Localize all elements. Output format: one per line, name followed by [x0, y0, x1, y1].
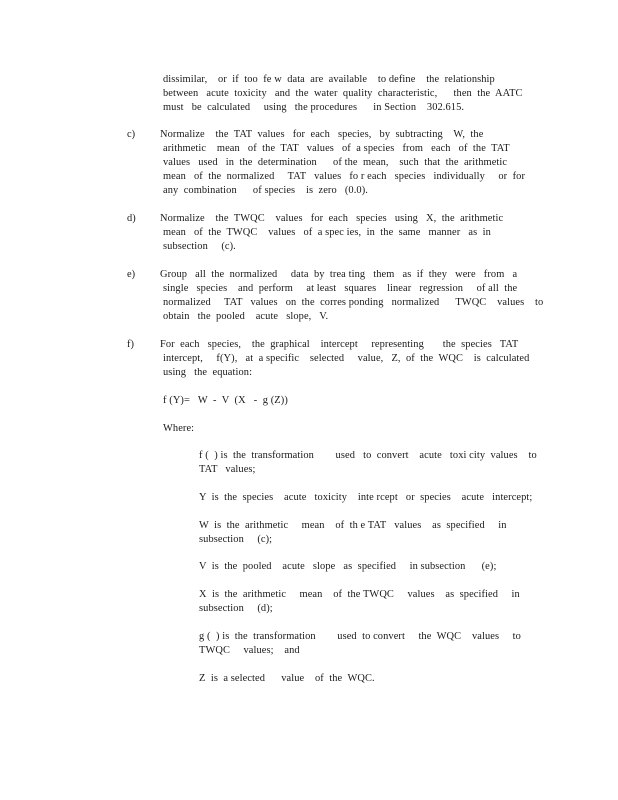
item-f-line: intercept, f(Y), at a specific selected value, Z, of the WQC is calculated — [163, 353, 530, 364]
item-f-line: using the equation: — [163, 367, 253, 378]
definition-line: Z is a selected value of the WQC. — [199, 673, 375, 684]
item-d-line: mean of the TWQC values of a spec ies, in the same manner as in — [163, 227, 491, 238]
item-d-line: subsection (c). — [163, 241, 236, 252]
item-e-line: normalized TAT values on the corres ponding normalized TWQC values to — [163, 297, 544, 308]
definition-line: X is the arithmetic mean of the TWQC values as specified in — [199, 589, 520, 600]
item-e-line: Group all the normalized data by trea ting them as if they were from a — [160, 269, 518, 280]
intro-line: must be calculated using the procedures in Section 302.615. — [163, 102, 465, 113]
where-label: Where: — [163, 423, 195, 434]
definition-line: Y is the species acute toxicity inte rcept or species acute intercept; — [199, 492, 533, 503]
item-marker-f: f) — [127, 339, 134, 350]
definition-line: TAT values; — [199, 464, 256, 475]
definition-line: W is the arithmetic mean of th e TAT values as specified in — [199, 520, 507, 531]
equation: f (Y)= W - V (X - g (Z)) — [163, 395, 288, 406]
definition-line: f ( ) is the transformation used to convert acute toxi city values to — [199, 450, 537, 461]
item-c-line: any combination of species is zero (0.0). — [163, 185, 368, 196]
item-e-line: obtain the pooled acute slope, V. — [163, 311, 329, 322]
item-marker-e: e) — [127, 269, 136, 280]
item-c-line: Normalize the TAT values for each species, by subtracting W, the — [160, 129, 484, 140]
item-c-line: values used in the determination of the mean, such that the arithmetic — [163, 157, 508, 168]
definition-line: V is the pooled acute slope as specified in subsection (e); — [199, 561, 497, 572]
intro-line: dissimilar, or if too fe w data are available to define the relationship — [163, 74, 495, 85]
item-marker-c: c) — [127, 129, 136, 140]
item-e-line: single species and perform at least squares linear regression of all the — [163, 283, 518, 294]
definition-line: TWQC values; and — [199, 645, 300, 656]
item-f-line: For each species, the graphical intercept representing the species TAT — [160, 339, 519, 350]
definition-line: g ( ) is the transformation used to convert the WQC values to — [199, 631, 521, 642]
item-marker-d: d) — [127, 213, 136, 224]
definition-line: subsection (d); — [199, 603, 273, 614]
intro-line: between acute toxicity and the water quality characteristic, then the AATC — [163, 88, 523, 99]
definition-line: subsection (c); — [199, 534, 273, 545]
item-c-line: mean of the normalized TAT values fo r each species individually or for — [163, 171, 526, 182]
item-c-line: arithmetic mean of the TAT values of a species from each of the TAT — [163, 143, 510, 154]
item-d-line: Normalize the TWQC values for each species using X, the arithmetic — [160, 213, 504, 224]
